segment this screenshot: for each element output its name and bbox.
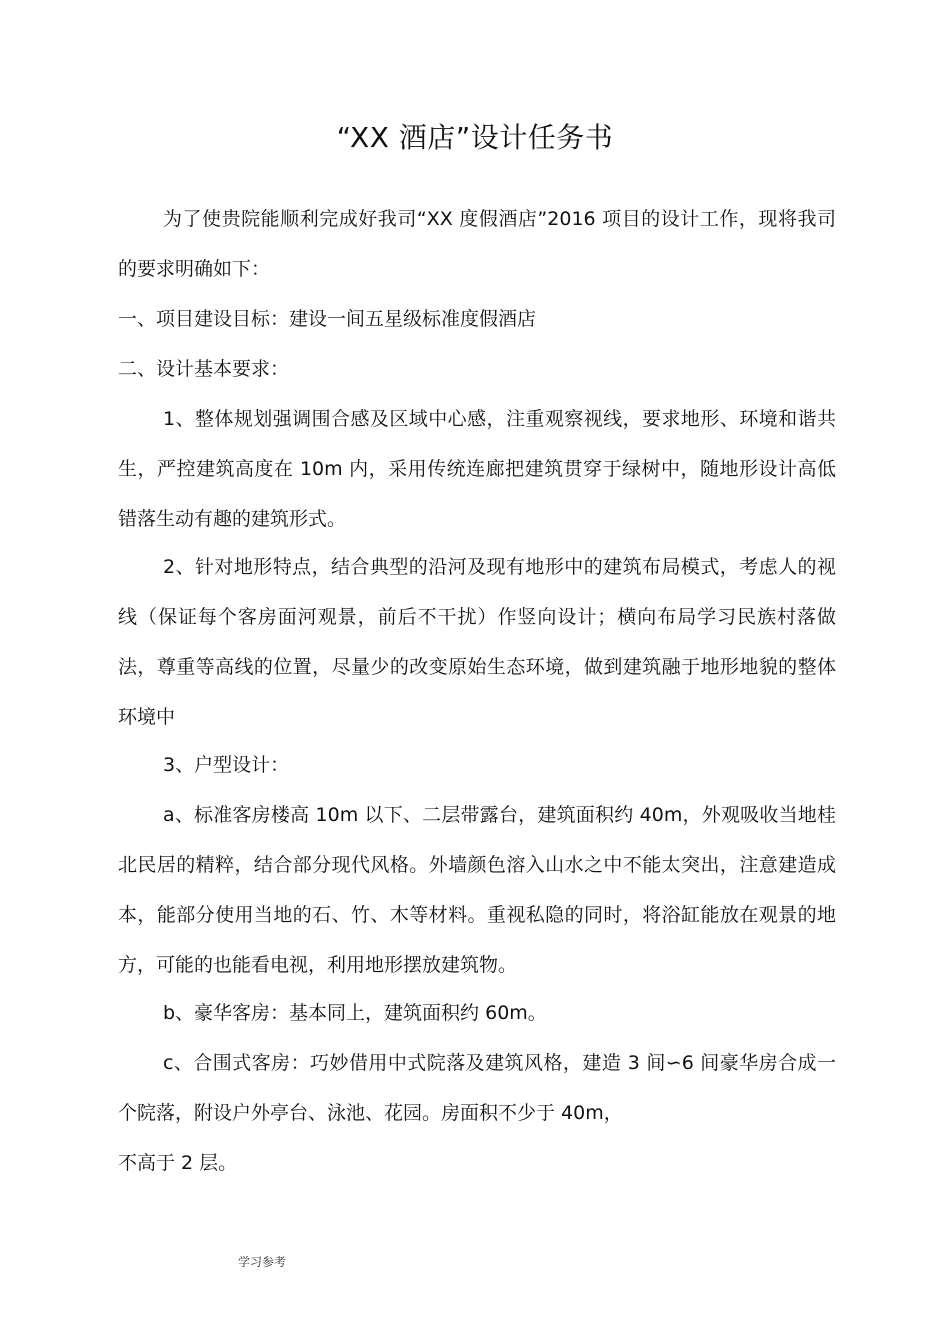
requirement-2-paragraph: 2、针对地形特点，结合典型的沿河及现有地形中的建筑布局模式，考虑人的视线（保证每个客房面河观景，前后不干扰）作竖向设计；横向布局学习民族村落做法，尊重等高线的位置，尽量少的改变原始生态环境，做到建筑融于地形地貌的整体环境中 — [118, 556, 836, 728]
requirement-1-paragraph: 1、整体规划强调围合感及区域中心感，注重观察视线，要求地形、环境和谐共生，严控建筑高度在 10m 内，采用传统连廊把建筑贯穿于绿树中，随地形设计高低错落生动有趣的建筑形式。 — [118, 408, 836, 530]
room-type-b-paragraph: b、豪华客房：基本同上，建筑面积约 60m。 — [163, 1002, 547, 1024]
room-type-c-paragraph: c、合围式客房：巧妙借用中式院落及建筑风格，建造 3 间∽6 间豪华房合成一个院落，附设户外亭台、泳池、花园。房面积不少于 40m， — [118, 1052, 836, 1124]
page-footer: 学习参考 — [238, 1255, 287, 1269]
section-2-heading: 二、设计基本要求： — [118, 358, 290, 380]
intro-paragraph: 为了使贵院能顺利完成好我司“XX 度假酒店”2016 项目的设计工作，现将我司的要求明确如下： — [118, 208, 836, 280]
room-type-c-continuation: 不高于 2 层。 — [118, 1152, 238, 1174]
section-1-heading: 一、项目建设目标：建设一间五星级标准度假酒店 — [118, 308, 537, 330]
document-title: “XX 酒店”设计任务书 — [336, 121, 614, 154]
requirement-3-heading: 3、户型设计： — [163, 754, 290, 776]
room-type-a-paragraph: a、标准客房楼高 10m 以下、二层带露台，建筑面积约 40m，外观吸收当地桂北民居的精粹，结合部分现代风格。外墙颜色溶入山水之中不能太突出，注意建造成本，能部分使用当地的石、竹、木等材料。重视私隐的同时，将浴缸能放在观景的地方，可能的也能看电视，利用地形摆放建筑物。 — [118, 804, 836, 976]
